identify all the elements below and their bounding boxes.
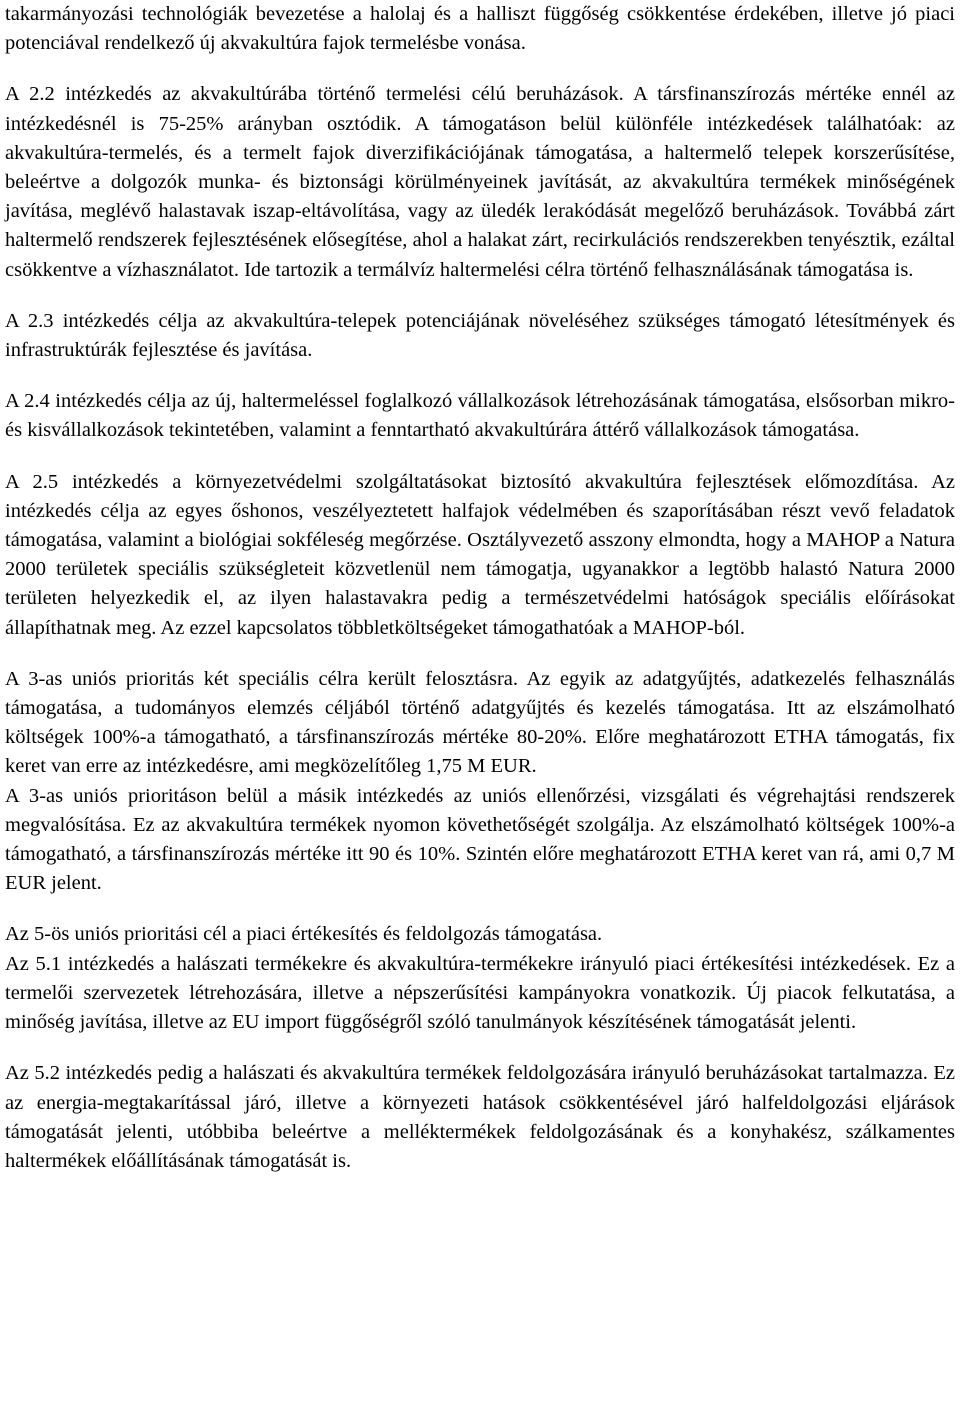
paragraph-measure-2-3: A 2.3 intézkedés célja az akvakultúra-telepek potenciájának növeléséhez szükséges támogató létesítmények és infrastruktúrák fejlesztése és javítása. — [5, 309, 955, 362]
paragraph-intro-continued: takarmányozási technológiák bevezetése a halolaj és a halliszt függőség csökkentése érdekében, illetve jó piaci potenciával rendelkező új akvakultúra fajok termelésbe vonása. — [5, 3, 955, 55]
paragraph-measure-2-5: A 2.5 intézkedés a környezetvédelmi szolgáltatásokat biztosító akvakultúra fejlesztések előmozdítása. Az intézkedés célja az egyes őshonos, veszélyeztetett halfajok védelmében és szaporításában részt vevő feladatok támogatása, valamint a biológiai sokféleség megőrzése. Osztályvezető asszony elmondta, hogy a MAHOP a Natura 2000 területek speciális szükségleteit közvetlenül nem támogatja, ugyanakkor a legtöbb halastó Natura 2000 területen helyezkedik el, az ilyen halastavakra pedig a természetvédelmi hatóságok speciális előírásokat állapíthatnak meg. Az ezzel kapcsolatos többletköltségeket támogathatóak a MAHOP-ból. — [5, 470, 955, 639]
paragraph-spacer — [5, 1037, 955, 1059]
paragraph-spacer — [5, 643, 955, 665]
paragraph-spacer — [5, 446, 955, 468]
paragraph-spacer — [5, 58, 955, 80]
paragraph-priority-5-intro: Az 5-ös uniós prioritási cél a piaci értékesítés és feldolgozás támogatása. — [5, 923, 603, 946]
document-page — [5, 0, 955, 1176]
paragraph-measure-5-1: Az 5.1 intézkedés a halászati termékekre és akvakultúra-termékekre irányuló piaci értékesítési intézkedések. Ez a termelői szervezetek létrehozására, illetve a népszerűsítési kampányokra vonatkozik. Új piacok felkutatása, a minőség javítása, illetve az EU import függőségről szóló tanulmányok készítésének támogatását jelenti. — [5, 952, 955, 1034]
paragraph-spacer — [5, 365, 955, 387]
paragraph-measure-5-2: Az 5.2 intézkedés pedig a halászati és akvakultúra termékek feldolgozására irányuló beruházásokat tartalmazza. Ez az energia-megtakarítással járó, illetve a környezeti hatások csökkentésével járó halfeldolgozási eljárások támogatását jelenti, utóbbiba beleértve a melléktermékek feldolgozásának és a konyhakész, szálkamentes haltermékek előállításának támogatását is. — [5, 1062, 955, 1172]
paragraph-spacer — [5, 898, 955, 920]
paragraph-priority-3-control: A 3-as uniós prioritáson belül a másik intézkedés az uniós ellenőrzési, vizsgálati és végrehajtási rendszerek megvalósítása. Ez az akvakultúra termékek nyomon követhetőségét szolgálja. Az elszámolható költségek 100%-a támogatható, a társfinanszírozás mértéke itt 90 és 10%. Szintén előre meghatározott ETHA keret van rá, ami 0,7 M EUR jelent. — [5, 784, 955, 895]
paragraph-measure-2-4: A 2.4 intézkedés célja az új, haltermeléssel foglalkozó vállalkozások létrehozásának támogatása, elsősorban mikro- és kisvállalkozások tekintetében, valamint a fenntartható akvakultúrára áttérő vállalkozások támogatása. — [5, 390, 955, 442]
paragraph-priority-3-data: A 3-as uniós prioritás két speciális célra került felosztásra. Az egyik az adatgyűjtés, adatkezelés felhasználás támogatása, a tudományos elemzés céljából történő adatgyűjtés és kezelés támogatása. Itt az elszámolható költségek 100%-a támogatható, a társfinanszírozás mértéke 80-20%. Előre meghatározott ETHA támogatás, fix keret van erre az intézkedésre, ami megközelítőleg 1,75 M EUR. — [5, 667, 955, 778]
paragraph-measure-2-2: A 2.2 intézkedés az akvakultúrába történő termelési célú beruházások. A társfinanszírozás mértéke ennél az intézkedésnél is 75-25% arányban osztódik. A támogatáson belül különféle intézkedések találhatóak: az akvakultúra-termelés, és a termelt fajok diverzifikációjának támogatása, a haltermelő telepek korszerűsítése, beleértve a dolgozók munka- és biztonsági körülményeinek javítását, az akvakultúra termékek minőségének javítása, meglévő halastavak iszap-eltávolítása, vagy az üledék lerakódását megelőző beruházások. Továbbá zárt haltermelő rendszerek fejlesztésének elősegítése, ahol a halakat zárt, recirkulációs rendszerekben tenyésztik, ezáltal csökkentve a vízhasználatot. Ide tartozik a termálvíz haltermelési célra történő felhasználásának támogatása is. — [5, 83, 955, 281]
paragraph-spacer — [5, 285, 955, 307]
